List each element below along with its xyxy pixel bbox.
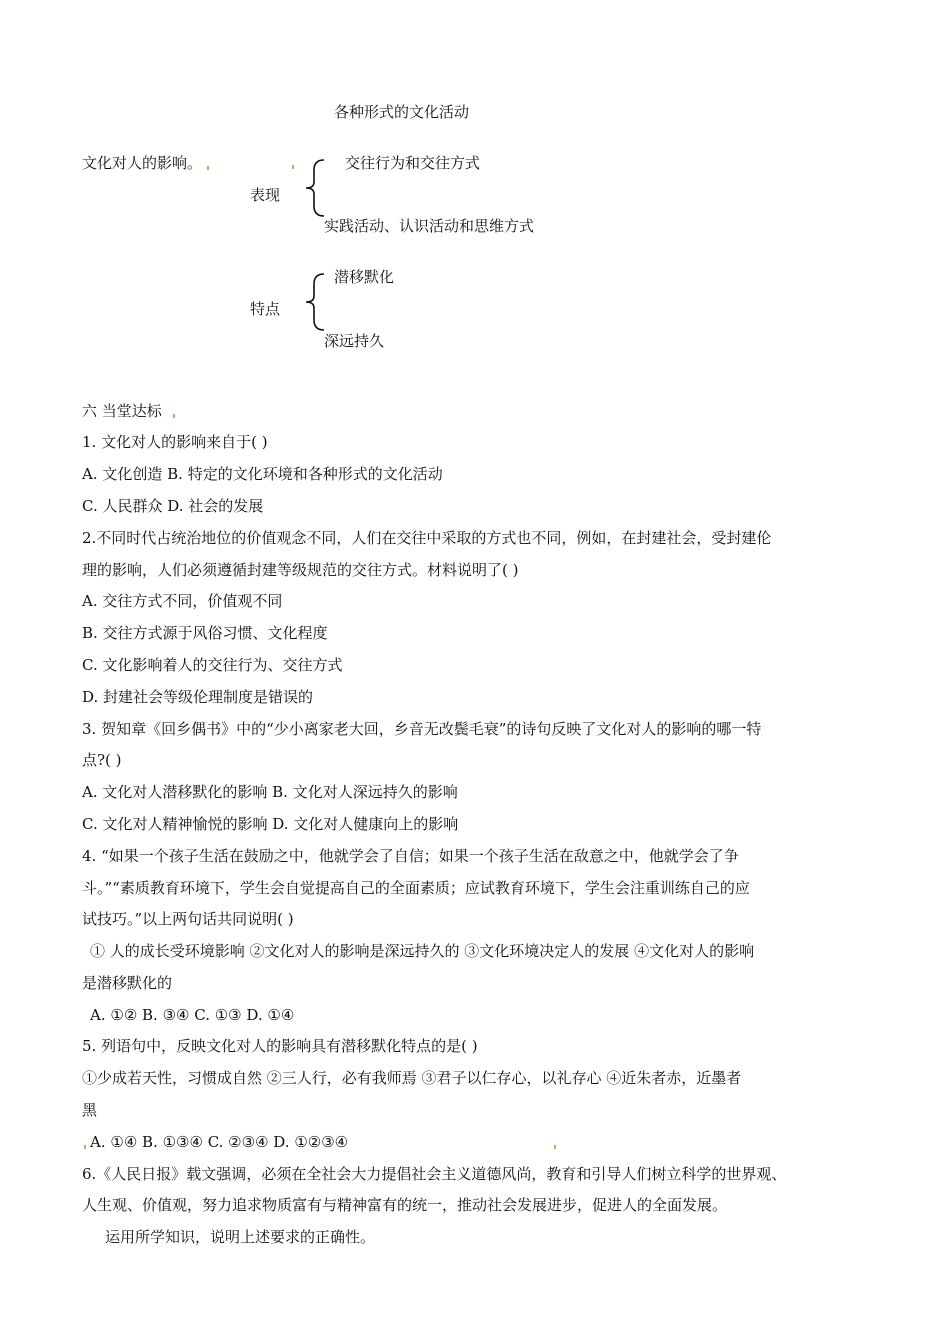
q3-options-ab: A. 文化对人潜移默化的影响 B. 文化对人深远持久的影响: [82, 783, 458, 801]
branch1-item2: 实践活动、认识活动和思维方式: [324, 217, 535, 235]
q5-statements-line2: 黑: [82, 1101, 98, 1119]
diagram-root-suffix: 。: [187, 154, 203, 172]
diagram-root-label: [82, 153, 202, 173]
q5-options: A. ①④ B. ①③④ C. ②③④ D. ①②③④: [90, 1133, 349, 1151]
q3-stem-line2: 点?( ): [82, 751, 122, 769]
q2-option-c: C. 文化影响着人的交往行为、交往方式: [82, 656, 343, 674]
q6-stem-line1: 6.《人民日报》载文强调，必须在全社会大力提倡社会主义道德风尚，教育和引导人们树立科学的世界观、: [82, 1165, 787, 1183]
q4-stem-line2: 斗。”“素质教育环境下，学生会自觉提高自己的全面素质；应试教育环境下，学生会注重训练自己的应: [82, 879, 750, 897]
scan-mark: [292, 165, 294, 169]
section-title: 六 当堂达标: [82, 402, 162, 420]
diagram-top-label: 各种形式的文化活动: [334, 103, 470, 121]
branch2-item1: 潜移默化: [334, 268, 395, 286]
branch2-label: 特点: [250, 300, 281, 318]
q2-option-a: A. 交往方式不同，价值观不同: [82, 592, 283, 610]
q4-stem-line1: 4. “如果一个孩子生活在鼓励之中，他就学会了自信；如果一个孩子生活在敌意之中，他就学会了争: [82, 847, 739, 865]
q5-stem: 5. 列语句中，反映文化对人的影响具有潜移默化特点的是( ): [82, 1037, 478, 1055]
branch2-item2: 深远持久: [324, 332, 385, 350]
branch1-label: 表现: [250, 186, 281, 204]
q1-options-cd: C. 人民群众 D. 社会的发展: [82, 497, 264, 515]
left-brace-icon: [300, 158, 326, 218]
q2-stem-line1: 2.不同时代占统治地位的价值观念不同，人们在交往中采取的方式也不同，例如，在封建社会，受封建伦: [82, 529, 772, 547]
q2-option-d: D. 封建社会等级伦理制度是错误的: [82, 688, 314, 706]
q4-statements-line1: ① 人的成长受环境影响 ②文化对人的影响是深远持久的 ③文化环境决定人的发展 ④文化对人的影响: [90, 942, 755, 960]
q1-options-ab: A. 文化创造 B. 特定的文化环境和各种形式的文化活动: [82, 465, 443, 483]
q4-statements-line2: 是潜移默化的: [82, 974, 173, 992]
q3-options-cd: C. 文化对人精神愉悦的影响 D. 文化对人健康向上的影响: [82, 815, 459, 833]
branch1-item1: 交往行为和交往方式: [345, 154, 481, 172]
q2-option-b: B. 交往方式源于风俗习惯、文化程度: [82, 624, 328, 642]
q4-stem-line3: 试技巧。”以上两句话共同说明( ): [82, 910, 294, 928]
q6-stem-line2: 人生观、价值观，努力追求物质富有与精神富有的统一，推动社会发展进步，促进人的全面发展。: [82, 1196, 728, 1214]
left-brace-icon: [300, 272, 326, 332]
q3-stem-line1: 3. 贺知章《回乡偶书》中的“少小离家老大回，乡音无改鬓毛衰”的诗句反映了文化对人的影响的哪一特: [82, 720, 762, 738]
q2-stem-line2: 理的影响，人们必须遵循封建等级规范的交往方式。材料说明了( ): [82, 561, 519, 579]
scan-mark: [554, 1145, 556, 1149]
scan-mark: [84, 1145, 86, 1149]
q5-statements-line1: ①少成若天性，习惯成自然 ②三人行，必有我师焉 ③君子以仁存心，以礼存心 ④近朱者赤，近墨者: [82, 1069, 742, 1087]
scan-mark: [207, 166, 209, 170]
q1-stem: 1. 文化对人的影响来自于( ): [82, 433, 268, 451]
q6-task: 运用所学知识，说明上述要求的正确性。: [105, 1228, 376, 1246]
scan-mark: [173, 414, 175, 418]
q4-options: A. ①② B. ③④ C. ①③ D. ①④: [90, 1006, 295, 1024]
diagram-root-text: 文化对人的影响: [82, 154, 188, 172]
